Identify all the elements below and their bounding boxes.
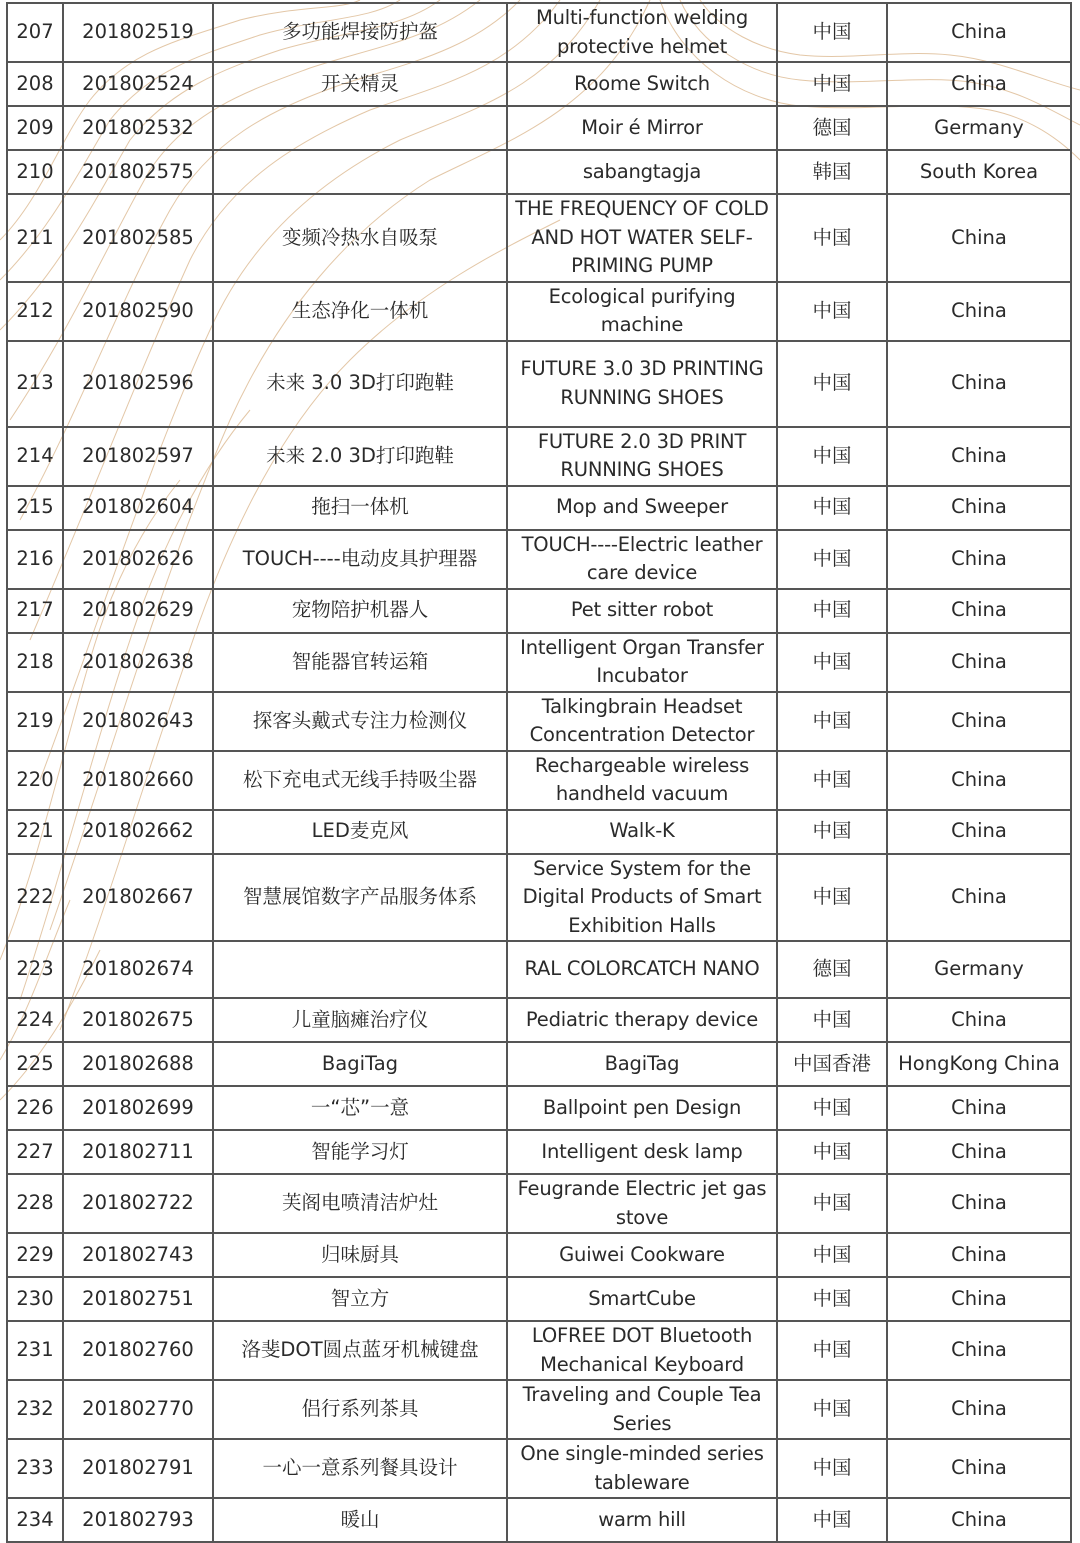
index-cell: 232 bbox=[7, 1380, 63, 1439]
index-cell: 219 bbox=[7, 692, 63, 751]
english-name-cell: FUTURE 2.0 3D PRINT RUNNING SHOES bbox=[507, 427, 777, 486]
country-en-cell: China bbox=[887, 854, 1071, 942]
chinese-name-cell: LED麦克风 bbox=[213, 810, 507, 854]
index-cell: 223 bbox=[7, 941, 63, 998]
index-cell: 226 bbox=[7, 1086, 63, 1130]
table-row bbox=[7, 1086, 1071, 1130]
application-number-cell: 201802596 bbox=[63, 341, 213, 427]
table-row bbox=[7, 1277, 1071, 1321]
application-number-cell: 201802626 bbox=[63, 530, 213, 589]
application-number-cell: 201802662 bbox=[63, 810, 213, 854]
application-number-cell: 201802722 bbox=[63, 1174, 213, 1233]
index-cell: 231 bbox=[7, 1321, 63, 1380]
country-cn-cell: 中国 bbox=[777, 1380, 887, 1439]
table-row bbox=[7, 1498, 1071, 1542]
english-name-cell: Feugrande Electric jet gas stove bbox=[507, 1174, 777, 1233]
country-cn-cell: 德国 bbox=[777, 106, 887, 150]
index-cell: 213 bbox=[7, 341, 63, 427]
english-name-cell: Guiwei Cookware bbox=[507, 1233, 777, 1277]
chinese-name-cell: 开关精灵 bbox=[213, 62, 507, 106]
country-en-cell: China bbox=[887, 1174, 1071, 1233]
country-cn-cell: 韩国 bbox=[777, 150, 887, 194]
table-row bbox=[7, 106, 1071, 150]
chinese-name-cell: 探客头戴式专注力检测仪 bbox=[213, 692, 507, 751]
chinese-name-cell: TOUCH----电动皮具护理器 bbox=[213, 530, 507, 589]
index-cell: 229 bbox=[7, 1233, 63, 1277]
application-number-cell: 201802575 bbox=[63, 150, 213, 194]
index-cell: 212 bbox=[7, 282, 63, 341]
country-cn-cell: 中国香港 bbox=[777, 1042, 887, 1086]
english-name-cell: Multi-function welding protective helmet bbox=[507, 3, 777, 62]
chinese-name-cell: 松下充电式无线手持吸尘器 bbox=[213, 751, 507, 810]
index-cell: 234 bbox=[7, 1498, 63, 1542]
table-row bbox=[7, 150, 1071, 194]
country-en-cell: China bbox=[887, 3, 1071, 62]
country-en-cell: China bbox=[887, 1498, 1071, 1542]
english-name-cell: Walk-K bbox=[507, 810, 777, 854]
table-row bbox=[7, 589, 1071, 633]
index-cell: 215 bbox=[7, 486, 63, 530]
index-cell: 216 bbox=[7, 530, 63, 589]
application-number-cell: 201802604 bbox=[63, 486, 213, 530]
index-cell: 227 bbox=[7, 1130, 63, 1174]
application-number-cell: 201802643 bbox=[63, 692, 213, 751]
english-name-cell: SmartCube bbox=[507, 1277, 777, 1321]
english-name-cell: Ecological purifying machine bbox=[507, 282, 777, 341]
application-number-cell: 201802597 bbox=[63, 427, 213, 486]
table-row bbox=[7, 854, 1071, 942]
table-row bbox=[7, 194, 1071, 282]
english-name-cell: Talkingbrain Headset Concentration Detector bbox=[507, 692, 777, 751]
english-name-cell: Traveling and Couple Tea Series bbox=[507, 1380, 777, 1439]
country-cn-cell: 中国 bbox=[777, 194, 887, 282]
english-name-cell: Roome Switch bbox=[507, 62, 777, 106]
country-en-cell: China bbox=[887, 810, 1071, 854]
english-name-cell: One single-minded series tableware bbox=[507, 1439, 777, 1498]
application-number-cell: 201802590 bbox=[63, 282, 213, 341]
application-number-cell: 201802760 bbox=[63, 1321, 213, 1380]
index-cell: 221 bbox=[7, 810, 63, 854]
country-cn-cell: 德国 bbox=[777, 941, 887, 998]
design-award-table bbox=[6, 2, 1072, 1543]
application-number-cell: 201802770 bbox=[63, 1380, 213, 1439]
chinese-name-cell: 智能器官转运箱 bbox=[213, 633, 507, 692]
table-row bbox=[7, 1439, 1071, 1498]
table-row bbox=[7, 3, 1071, 62]
index-cell: 214 bbox=[7, 427, 63, 486]
country-cn-cell: 中国 bbox=[777, 998, 887, 1042]
table-row bbox=[7, 692, 1071, 751]
chinese-name-cell: 一心一意系列餐具设计 bbox=[213, 1439, 507, 1498]
application-number-cell: 201802638 bbox=[63, 633, 213, 692]
application-number-cell: 201802751 bbox=[63, 1277, 213, 1321]
table-row bbox=[7, 1321, 1071, 1380]
english-name-cell: Pediatric therapy device bbox=[507, 998, 777, 1042]
table-row bbox=[7, 1042, 1071, 1086]
chinese-name-cell: 暖山 bbox=[213, 1498, 507, 1542]
index-cell: 220 bbox=[7, 751, 63, 810]
table-row bbox=[7, 941, 1071, 998]
application-number-cell: 201802585 bbox=[63, 194, 213, 282]
chinese-name-cell: 变频冷热水自吸泵 bbox=[213, 194, 507, 282]
table-row bbox=[7, 633, 1071, 692]
table-row bbox=[7, 530, 1071, 589]
table-row bbox=[7, 282, 1071, 341]
english-name-cell: Intelligent Organ Transfer Incubator bbox=[507, 633, 777, 692]
chinese-name-cell: 智慧展馆数字产品服务体系 bbox=[213, 854, 507, 942]
english-name-cell: BagiTag bbox=[507, 1042, 777, 1086]
english-name-cell: TOUCH----Electric leather care device bbox=[507, 530, 777, 589]
country-en-cell: China bbox=[887, 998, 1071, 1042]
country-en-cell: China bbox=[887, 530, 1071, 589]
table-row bbox=[7, 998, 1071, 1042]
chinese-name-cell: 芙阁电喷清洁炉灶 bbox=[213, 1174, 507, 1233]
country-en-cell: China bbox=[887, 589, 1071, 633]
country-en-cell: China bbox=[887, 1321, 1071, 1380]
english-name-cell: Mop and Sweeper bbox=[507, 486, 777, 530]
english-name-cell: Moir é Mirror bbox=[507, 106, 777, 150]
table-row bbox=[7, 751, 1071, 810]
table-row bbox=[7, 1174, 1071, 1233]
table-row bbox=[7, 810, 1071, 854]
country-en-cell: China bbox=[887, 692, 1071, 751]
english-name-cell: RAL COLORCATCH NANO bbox=[507, 941, 777, 998]
table-row bbox=[7, 341, 1071, 427]
country-cn-cell: 中国 bbox=[777, 282, 887, 341]
country-cn-cell: 中国 bbox=[777, 1086, 887, 1130]
country-cn-cell: 中国 bbox=[777, 854, 887, 942]
chinese-name-cell: 宠物陪护机器人 bbox=[213, 589, 507, 633]
index-cell: 230 bbox=[7, 1277, 63, 1321]
chinese-name-cell: 生态净化一体机 bbox=[213, 282, 507, 341]
country-en-cell: China bbox=[887, 486, 1071, 530]
country-cn-cell: 中国 bbox=[777, 1174, 887, 1233]
table-row bbox=[7, 1233, 1071, 1277]
chinese-name-cell bbox=[213, 941, 507, 998]
english-name-cell: THE FREQUENCY OF COLD AND HOT WATER SELF-PRIMING PUMP bbox=[507, 194, 777, 282]
country-cn-cell: 中国 bbox=[777, 1130, 887, 1174]
application-number-cell: 201802629 bbox=[63, 589, 213, 633]
application-number-cell: 201802674 bbox=[63, 941, 213, 998]
country-cn-cell: 中国 bbox=[777, 1233, 887, 1277]
chinese-name-cell bbox=[213, 150, 507, 194]
application-number-cell: 201802711 bbox=[63, 1130, 213, 1174]
table-body bbox=[7, 3, 1071, 1542]
chinese-name-cell: 智能学习灯 bbox=[213, 1130, 507, 1174]
country-cn-cell: 中国 bbox=[777, 633, 887, 692]
application-number-cell: 201802793 bbox=[63, 1498, 213, 1542]
chinese-name-cell: 洛斐DOT圆点蓝牙机械键盘 bbox=[213, 1321, 507, 1380]
country-cn-cell: 中国 bbox=[777, 751, 887, 810]
index-cell: 224 bbox=[7, 998, 63, 1042]
english-name-cell: Intelligent desk lamp bbox=[507, 1130, 777, 1174]
country-en-cell: China bbox=[887, 427, 1071, 486]
english-name-cell: Rechargeable wireless handheld vacuum bbox=[507, 751, 777, 810]
index-cell: 218 bbox=[7, 633, 63, 692]
application-number-cell: 201802791 bbox=[63, 1439, 213, 1498]
country-cn-cell: 中国 bbox=[777, 530, 887, 589]
application-number-cell: 201802699 bbox=[63, 1086, 213, 1130]
english-name-cell: Ballpoint pen Design bbox=[507, 1086, 777, 1130]
chinese-name-cell: BagiTag bbox=[213, 1042, 507, 1086]
index-cell: 222 bbox=[7, 854, 63, 942]
country-cn-cell: 中国 bbox=[777, 1277, 887, 1321]
application-number-cell: 201802667 bbox=[63, 854, 213, 942]
application-number-cell: 201802743 bbox=[63, 1233, 213, 1277]
index-cell: 228 bbox=[7, 1174, 63, 1233]
country-en-cell: China bbox=[887, 751, 1071, 810]
table-row bbox=[7, 62, 1071, 106]
country-cn-cell: 中国 bbox=[777, 486, 887, 530]
english-name-cell: Service System for the Digital Products of Smart Exhibition Halls bbox=[507, 854, 777, 942]
chinese-name-cell: 侣行系列茶具 bbox=[213, 1380, 507, 1439]
table-row bbox=[7, 486, 1071, 530]
application-number-cell: 201802688 bbox=[63, 1042, 213, 1086]
chinese-name-cell: 智立方 bbox=[213, 1277, 507, 1321]
country-en-cell: China bbox=[887, 1277, 1071, 1321]
country-en-cell: China bbox=[887, 194, 1071, 282]
english-name-cell: warm hill bbox=[507, 1498, 777, 1542]
index-cell: 211 bbox=[7, 194, 63, 282]
country-cn-cell: 中国 bbox=[777, 62, 887, 106]
country-en-cell: South Korea bbox=[887, 150, 1071, 194]
country-cn-cell: 中国 bbox=[777, 589, 887, 633]
index-cell: 233 bbox=[7, 1439, 63, 1498]
index-cell: 225 bbox=[7, 1042, 63, 1086]
country-en-cell: China bbox=[887, 1130, 1071, 1174]
chinese-name-cell: 儿童脑瘫治疗仪 bbox=[213, 998, 507, 1042]
country-en-cell: China bbox=[887, 282, 1071, 341]
index-cell: 210 bbox=[7, 150, 63, 194]
country-en-cell: China bbox=[887, 341, 1071, 427]
country-cn-cell: 中国 bbox=[777, 692, 887, 751]
country-cn-cell: 中国 bbox=[777, 341, 887, 427]
chinese-name-cell: 一“芯”一意 bbox=[213, 1086, 507, 1130]
index-cell: 217 bbox=[7, 589, 63, 633]
country-en-cell: China bbox=[887, 1086, 1071, 1130]
table-row bbox=[7, 427, 1071, 486]
chinese-name-cell: 归味厨具 bbox=[213, 1233, 507, 1277]
chinese-name-cell bbox=[213, 106, 507, 150]
table-row bbox=[7, 1380, 1071, 1439]
country-en-cell: China bbox=[887, 633, 1071, 692]
chinese-name-cell: 拖扫一体机 bbox=[213, 486, 507, 530]
english-name-cell: LOFREE DOT Bluetooth Mechanical Keyboard bbox=[507, 1321, 777, 1380]
country-cn-cell: 中国 bbox=[777, 1321, 887, 1380]
chinese-name-cell: 多功能焊接防护盔 bbox=[213, 3, 507, 62]
index-cell: 207 bbox=[7, 3, 63, 62]
country-en-cell: Germany bbox=[887, 941, 1071, 998]
country-cn-cell: 中国 bbox=[777, 810, 887, 854]
country-en-cell: China bbox=[887, 1233, 1071, 1277]
index-cell: 208 bbox=[7, 62, 63, 106]
index-cell: 209 bbox=[7, 106, 63, 150]
english-name-cell: FUTURE 3.0 3D PRINTING RUNNING SHOES bbox=[507, 341, 777, 427]
application-number-cell: 201802519 bbox=[63, 3, 213, 62]
application-number-cell: 201802524 bbox=[63, 62, 213, 106]
country-cn-cell: 中国 bbox=[777, 1439, 887, 1498]
english-name-cell: Pet sitter robot bbox=[507, 589, 777, 633]
country-en-cell: China bbox=[887, 62, 1071, 106]
country-en-cell: Germany bbox=[887, 106, 1071, 150]
application-number-cell: 201802675 bbox=[63, 998, 213, 1042]
table-row bbox=[7, 1130, 1071, 1174]
country-cn-cell: 中国 bbox=[777, 1498, 887, 1542]
country-en-cell: China bbox=[887, 1380, 1071, 1439]
country-en-cell: China bbox=[887, 1439, 1071, 1498]
country-en-cell: HongKong China bbox=[887, 1042, 1071, 1086]
country-cn-cell: 中国 bbox=[777, 3, 887, 62]
country-cn-cell: 中国 bbox=[777, 427, 887, 486]
chinese-name-cell: 未来 2.0 3D打印跑鞋 bbox=[213, 427, 507, 486]
application-number-cell: 201802660 bbox=[63, 751, 213, 810]
chinese-name-cell: 未来 3.0 3D打印跑鞋 bbox=[213, 341, 507, 427]
application-number-cell: 201802532 bbox=[63, 106, 213, 150]
english-name-cell: sabangtagja bbox=[507, 150, 777, 194]
